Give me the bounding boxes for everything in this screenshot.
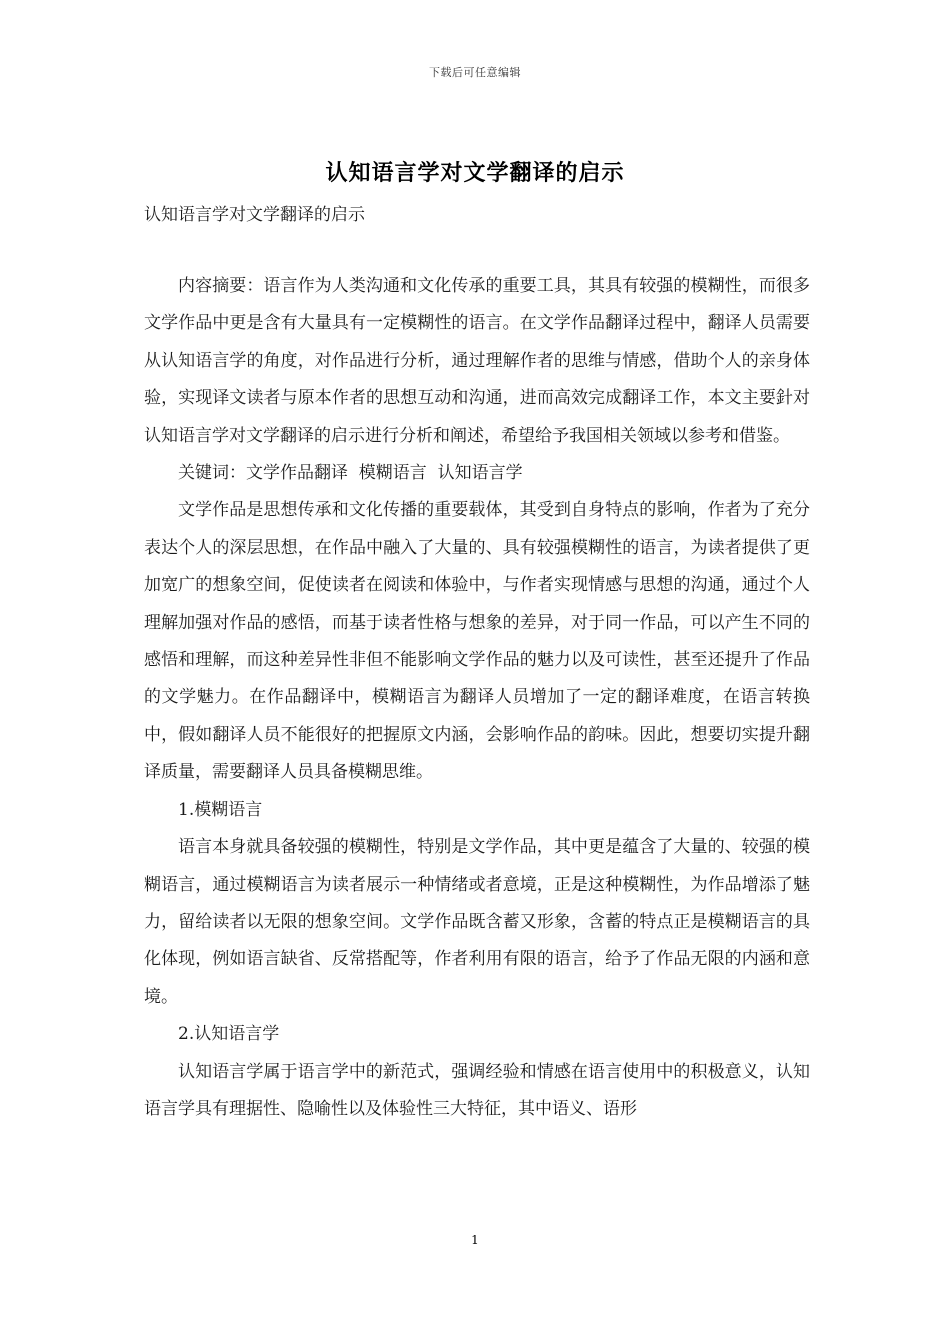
document-title: 认知语言学对文学翻译的启示 <box>325 160 625 186</box>
section-heading-fuzzy-language: 1.模糊语言 <box>178 799 263 820</box>
cognitive-linguistics-paragraph: 认知语言学属于语言学中的新范式，强调经验和情感在语言使用中的积极意义，认知语言学具有理据性、隐喻性以及体验性三大特征，其中语义、语形 <box>144 1061 810 1119</box>
header-note: 下载后可任意编辑 <box>429 66 521 79</box>
section-heading-cognitive-linguistics: 2.认知语言学 <box>178 1024 280 1045</box>
fuzzy-language-paragraph: 语言本身就具备较强的模糊性，特别是文学作品，其中更是蕴含了大量的、较强的模糊语言，通过模糊语言为读者展示一种情绪或者意境，正是这种模糊性，为作品增添了魅力，留给读者以无限的想象空间。文学作品既含蓄又形象，含蓄的特点正是模糊语言的具化体现，例如语言缺省、反常搭配等，作者利用有限的语言，给予了作品无限的内涵和意境。 <box>144 837 810 1007</box>
page-number: 1 <box>471 1233 479 1247</box>
intro-paragraph: 文学作品是思想传承和文化传播的重要载体，其受到自身特点的影响，作者为了充分表达个人的深层思想，在作品中融入了大量的、具有较强模糊性的语言，为读者提供了更加宽广的想象空间，促使读者在阅读和体验中，与作者实现情感与思想的沟通，通过个人理解加强对作品的感悟，而基于读者性格与想象的差异，对于同一作品，可以产生不同的感悟和理解，而这种差异性非但不能影响文学作品的魅力以及可读性，甚至还提升了作品的文学魅力。在作品翻译中，模糊语言为翻译人员增加了一定的翻译难度，在语言转换中，假如翻译人员不能很好的把握原文内涵，会影响作品的韵味。因此，想要切实提升翻译质量，需要翻译人员具备模糊思维。 <box>144 500 810 783</box>
abstract-paragraph: 内容摘要：语言作为人类沟通和文化传承的重要工具，其具有较强的模糊性，而很多文学作品中更是含有大量具有一定模糊性的语言。在文学作品翻译过程中，翻译人员需要从认知语言学的角度，对作品进行分析，通过理解作者的思维与情感，借助个人的亲身体验，实现译文读者与原本作者的思想互动和沟通，进而高效完成翻译工作，本文主要針对认知语言学对文学翻译的启示进行分析和阐述，希望给予我国相关领域以参考和借鉴。 <box>144 276 810 446</box>
document-subtitle: 认知语言学对文学翻译的启示 <box>144 205 365 225</box>
keywords-paragraph: 关键词：文学作品翻译 模糊语言 认知语言学 <box>178 463 523 484</box>
body-text <box>144 268 810 1128</box>
